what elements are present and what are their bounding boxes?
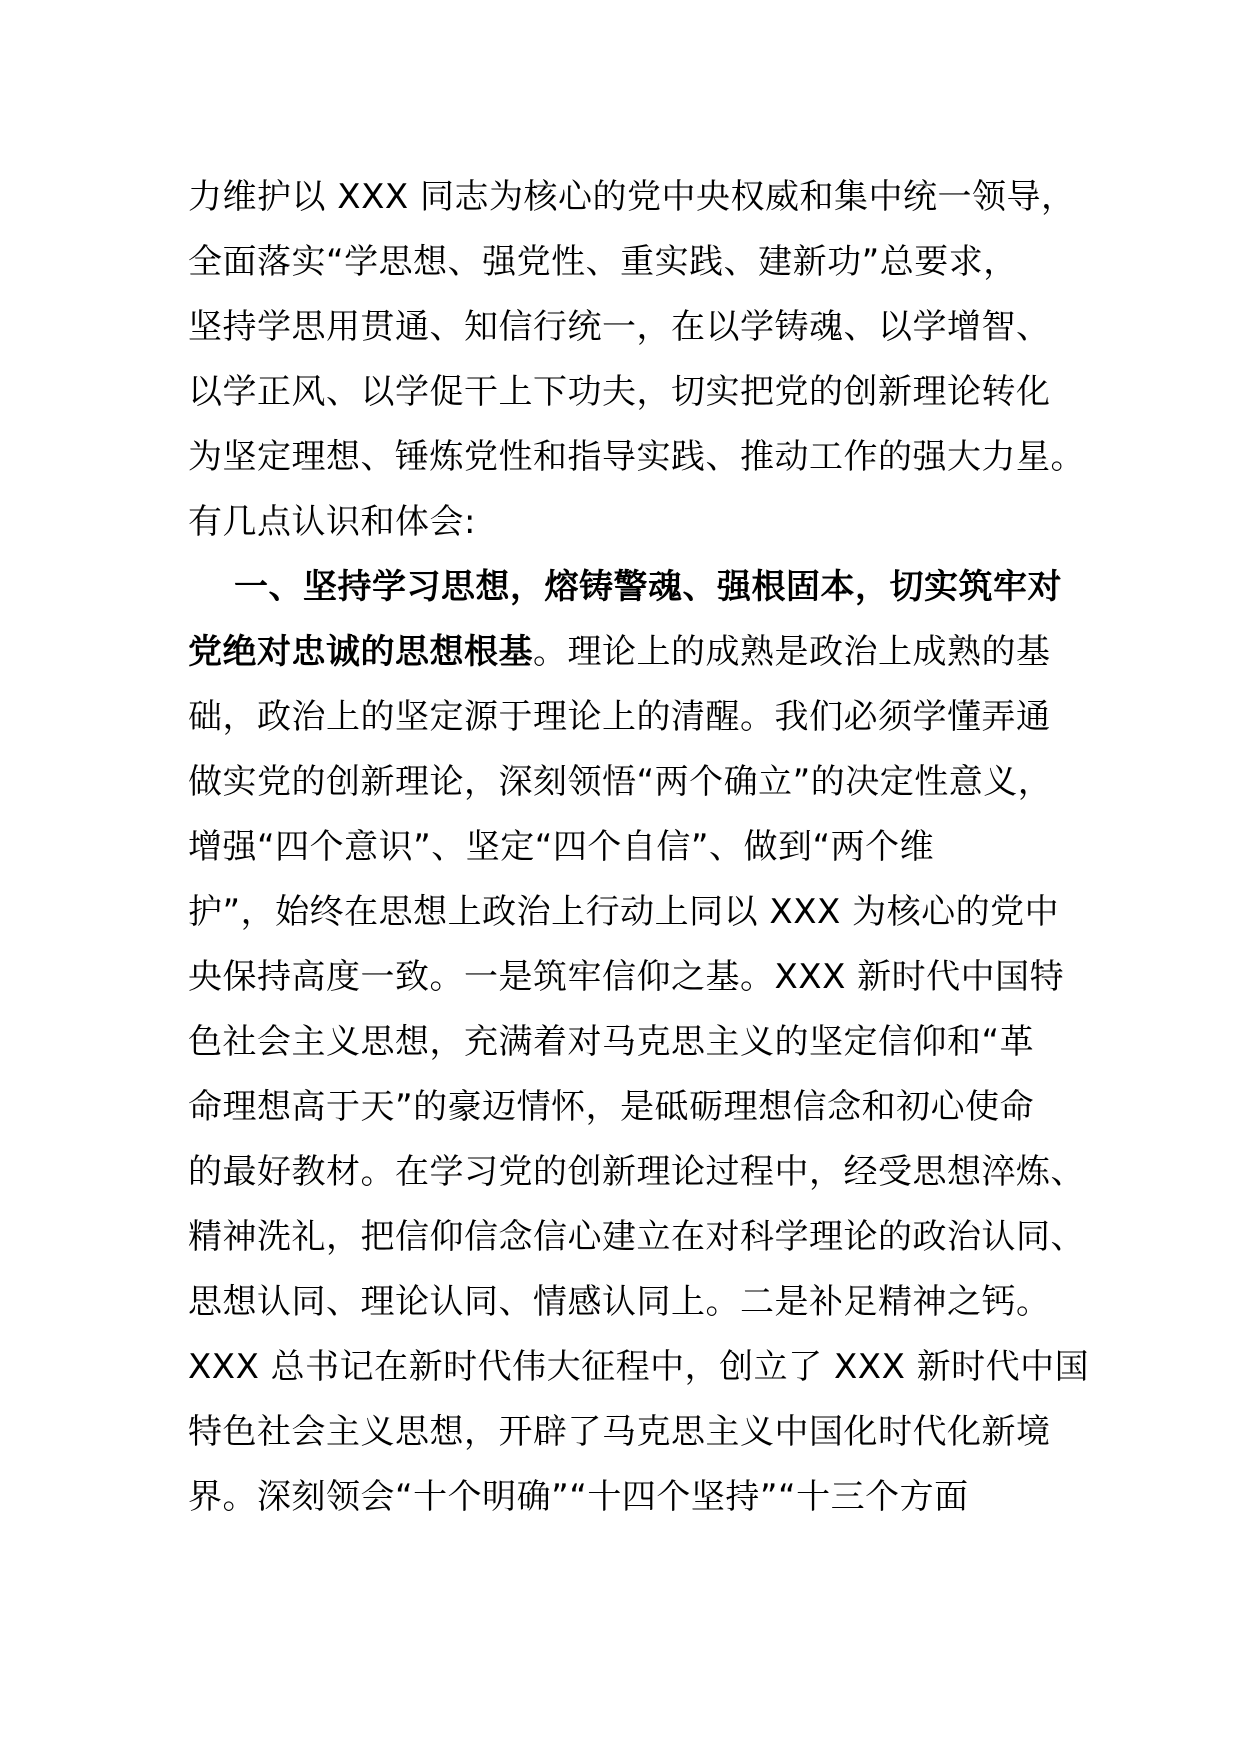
text-line: 做实党的创新理论，深刻领悟“两个确立”的决定性意义，	[188, 762, 1053, 802]
text-line: 以学正风、以学促干上下功夫，切实把党的创新理论转化	[188, 372, 1051, 412]
text-line: 特色社会主义思想，开辟了马克思主义中国化时代化新境	[188, 1412, 1051, 1452]
text-line: XXX 总书记在新时代伟大征程中，创立了 XXX 新时代中国	[188, 1347, 1090, 1387]
section-body-start: 。理论上的成熟是政治上成熟的基	[533, 632, 1051, 672]
section-heading: 一、坚持学习思想，熔铸警魂、强根固本，切实筑牢对	[234, 567, 1062, 607]
body-text	[188, 165, 1090, 1530]
text-line: 力维护以 XXX 同志为核心的党中央权威和集中统一领导，	[188, 177, 1076, 217]
text-line: 色社会主义思想，充满着对马克思主义的坚定信仰和“革	[188, 1022, 1035, 1062]
text-line: 础，政治上的坚定源于理论上的清醒。我们必须学懂弄通	[188, 697, 1051, 737]
section-heading-bold-tail: 党绝对忠诚的思想根基	[188, 632, 533, 672]
text-line: 护”，始终在思想上政治上行动上同以 XXX 为核心的党中	[188, 892, 1060, 932]
text-line: 命理想高于天”的豪迈情怀，是砥砺理想信念和初心使命	[188, 1087, 1035, 1127]
text-line: 全面落实“学思想、强党性、重实践、建新功”总要求，	[188, 242, 1018, 282]
text-line: 的最好教材。在学习党的创新理论过程中，经受思想淬炼、	[188, 1152, 1085, 1192]
text-line: 界。深刻领会“十个明确”“十四个坚持”“十三个方面	[188, 1477, 969, 1517]
text-line: 精神洗礼，把信仰信念信心建立在对科学理论的政治认同、	[188, 1217, 1085, 1257]
text-line: 有几点认识和体会:	[188, 502, 476, 542]
text-line: 思想认同、理论认同、情感认同上。二是补足精神之钙。	[188, 1282, 1051, 1322]
text-line: 央保持高度一致。一是筑牢信仰之基。XXX 新时代中国特	[188, 957, 1065, 997]
text-line: 坚持学思用贯通、知信行统一，在以学铸魂、以学增智、	[188, 307, 1051, 347]
section-heading-continuation	[188, 620, 1068, 685]
text-line: 为坚定理想、锤炼党性和指导实践、推动工作的强大力星。	[188, 437, 1085, 477]
text-line: 增强“四个意识”、坚定“四个自信”、做到“两个维	[188, 827, 935, 867]
